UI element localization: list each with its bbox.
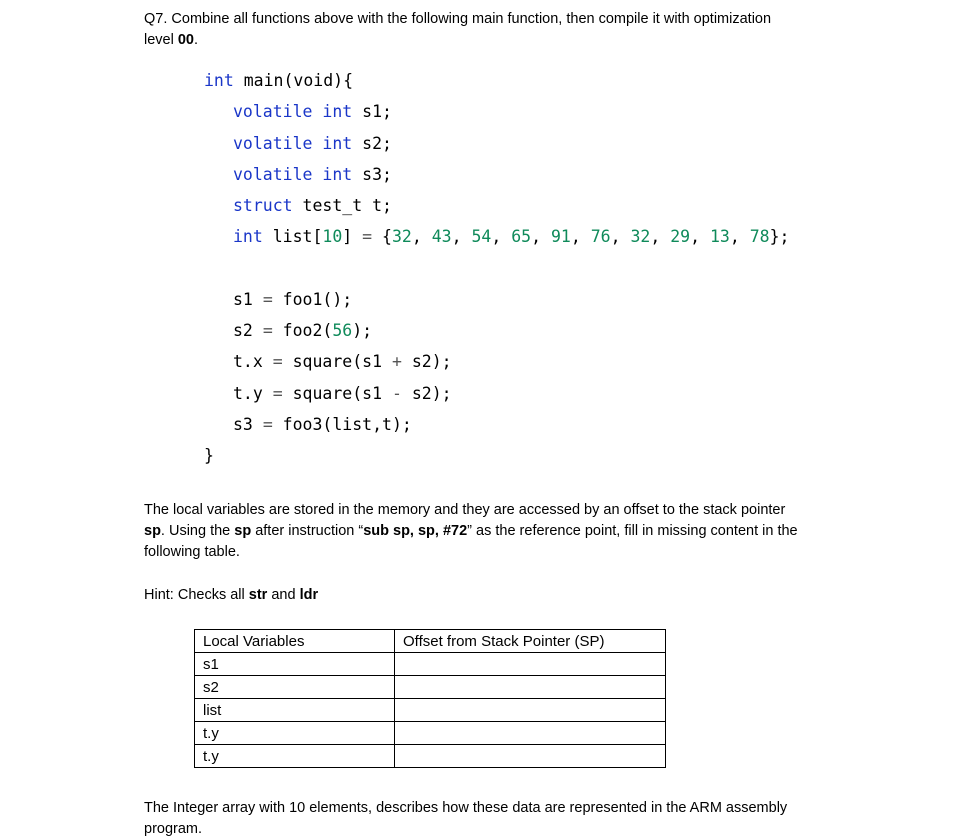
code-line-s2-decl: volatile int s2; — [233, 134, 392, 153]
question-line-1: Q7. Combine all functions above with the following main function, then compile it with optimization — [144, 11, 772, 27]
offset-table — [194, 629, 666, 768]
variable-cell: t.y — [195, 745, 395, 768]
table-row — [195, 722, 666, 745]
optimization-level: 00 — [177, 32, 194, 48]
code-line-s3-decl: volatile int s3; — [233, 165, 392, 184]
code-line-s1-assign: s1 = foo1(); — [233, 290, 353, 309]
description-line-2: sp. Using the sp after instruction “sub sp, sp, #72” as the reference point, fill in missing content in the — [144, 523, 798, 539]
table-row — [195, 676, 666, 699]
footer-line-2: program. — [144, 821, 203, 837]
table-row — [195, 699, 666, 722]
table-row — [195, 653, 666, 676]
code-line-ty-assign: t.y = square(s1 - s2); — [233, 384, 452, 403]
code-line-tx-assign: t.x = square(s1 + s2); — [233, 352, 452, 371]
question-text — [144, 9, 771, 51]
description-text — [144, 500, 798, 563]
code-line-main: int main(void){ — [204, 71, 354, 90]
offset-cell[interactable] — [395, 699, 666, 722]
instruction-text: sub sp, sp, #72 — [363, 523, 468, 539]
description-line-1: The local variables are stored in the memory and they are accessed by an offset to the stack pointer — [144, 502, 786, 518]
header-offset: Offset from Stack Pointer (SP) — [395, 630, 666, 653]
variable-cell: t.y — [195, 722, 395, 745]
hint-text: Hint: Checks all str and ldr — [144, 587, 319, 603]
question-line-2: level 00. — [144, 32, 199, 48]
offset-cell[interactable] — [395, 745, 666, 768]
code-line-close-brace: } — [204, 446, 214, 465]
footer-text — [144, 798, 787, 840]
offset-cell[interactable] — [395, 653, 666, 676]
code-line-s3-assign: s3 = foo3(list,t); — [233, 415, 412, 434]
offset-cell[interactable] — [395, 722, 666, 745]
code-line-struct-decl: struct test_t t; — [233, 196, 392, 215]
description-line-3: following table. — [144, 544, 240, 560]
table-header-row — [195, 630, 666, 653]
header-local-variables: Local Variables — [195, 630, 395, 653]
table-row — [195, 745, 666, 768]
footer-line-1: The Integer array with 10 elements, describes how these data are represented in the ARM assembly — [144, 800, 788, 816]
offset-cell[interactable] — [395, 676, 666, 699]
code-line-s2-assign: s2 = foo2(56); — [233, 321, 373, 340]
code-line-s1-decl: volatile int s1; — [233, 102, 392, 121]
code-line-list-decl: int list[10] = {32, 43, 54, 65, 91, 76, 32, 29, 13, 78}; — [233, 227, 790, 246]
variable-cell: list — [195, 699, 395, 722]
variable-cell: s2 — [195, 676, 395, 699]
variable-cell: s1 — [195, 653, 395, 676]
